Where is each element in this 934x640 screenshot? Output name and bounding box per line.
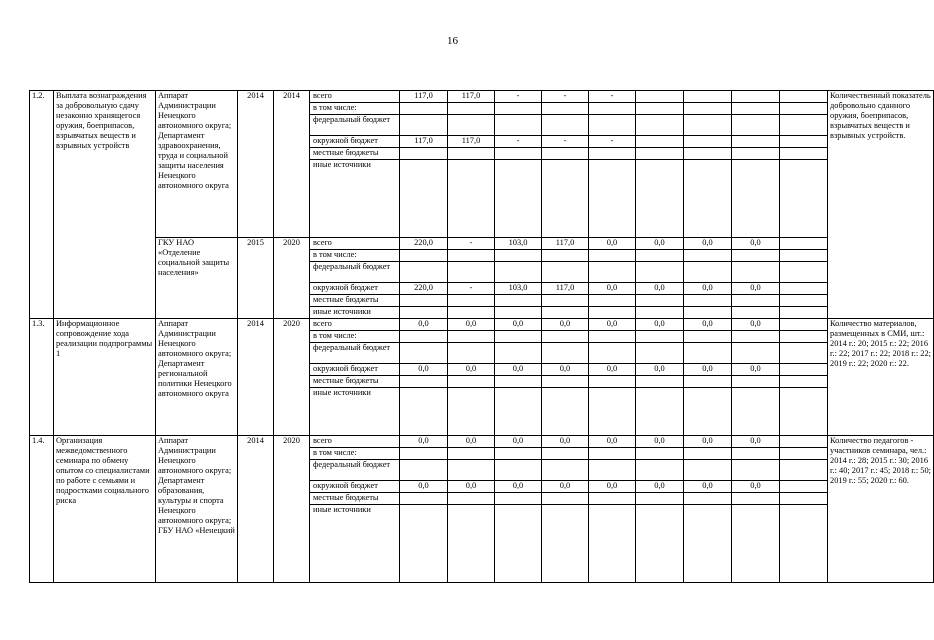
funding-value: [636, 262, 684, 283]
funding-value: 0,0: [636, 238, 684, 250]
table-row: [30, 91, 934, 103]
funding-value: 0,0: [732, 238, 780, 250]
funding-value: [732, 448, 780, 460]
funding-value: [495, 103, 542, 115]
funding-source: местные бюджеты: [310, 376, 400, 388]
funding-value: 0,0: [684, 238, 732, 250]
funding-value: [589, 250, 636, 262]
funding-value: [400, 493, 448, 505]
funding-source: в том числе:: [310, 331, 400, 343]
funding-value: [400, 295, 448, 307]
funding-value: [589, 295, 636, 307]
funding-value: [400, 343, 448, 364]
funding-value: [732, 115, 780, 136]
funding-value: [589, 307, 636, 319]
funding-value: [732, 148, 780, 160]
funding-value: [589, 343, 636, 364]
funding-value: [732, 331, 780, 343]
funding-source: федеральный бюджет: [310, 460, 400, 481]
funding-value: [684, 250, 732, 262]
funding-value: [732, 343, 780, 364]
funding-value: [542, 295, 589, 307]
funding-value: -: [448, 238, 495, 250]
end-year: 2020: [274, 436, 310, 583]
executor: Аппарат Администрации Ненецкого автономного округа; Департамент образования, культуры и спорта Ненецкого автономного округа; ГБУ НАО «Ненецкий: [156, 436, 238, 583]
funding-value: 0,0: [400, 436, 448, 448]
funding-value: 0,0: [448, 319, 495, 331]
funding-value: 0,0: [400, 481, 448, 493]
funding-value: [495, 160, 542, 238]
funding-source: всего: [310, 436, 400, 448]
funding-value: 0,0: [684, 481, 732, 493]
funding-value: 0,0: [732, 436, 780, 448]
funding-value: [780, 307, 828, 319]
funding-value: [780, 250, 828, 262]
funding-value: 0,0: [589, 283, 636, 295]
funding-value: [732, 91, 780, 103]
funding-value: [448, 295, 495, 307]
start-year: 2015: [238, 238, 274, 319]
funding-value: [684, 262, 732, 283]
funding-value: [732, 262, 780, 283]
funding-value: [542, 262, 589, 283]
funding-value: [542, 103, 589, 115]
funding-value: 0,0: [684, 283, 732, 295]
funding-value: [448, 460, 495, 481]
funding-source: в том числе:: [310, 250, 400, 262]
funding-value: [589, 448, 636, 460]
funding-value: [448, 307, 495, 319]
funding-value: [448, 160, 495, 238]
funding-value: [780, 493, 828, 505]
funding-value: [636, 295, 684, 307]
target-indicator: Количественный показатель добровольно сданного оружия, боеприпасов, взрывчатых веществ и взрывных устройств.: [828, 91, 934, 319]
funding-source: окружной бюджет: [310, 481, 400, 493]
funding-value: 0,0: [589, 481, 636, 493]
funding-value: [636, 91, 684, 103]
funding-value: [780, 376, 828, 388]
funding-value: [495, 460, 542, 481]
funding-value: -: [542, 136, 589, 148]
funding-value: [542, 148, 589, 160]
funding-value: [780, 148, 828, 160]
funding-value: 0,0: [400, 319, 448, 331]
funding-source: иные источники: [310, 160, 400, 238]
target-indicator: Количество материалов, размещенных в СМИ, шт.: 2014 г.: 20; 2015 г.: 22; 2016 г.: 22; 2017 г.: 22; 2018 г.: 22; 2019 г.: 22; 2020 г.: 22.: [828, 319, 934, 436]
funding-value: [780, 343, 828, 364]
measure-name: Организация межведомственного семинара по обмену опытом со специалистами по работе с семьями и подростками социального риска: [54, 436, 156, 583]
funding-value: [495, 376, 542, 388]
funding-value: 220,0: [400, 238, 448, 250]
funding-value: [684, 448, 732, 460]
funding-source: в том числе:: [310, 448, 400, 460]
funding-value: [780, 505, 828, 583]
funding-value: [448, 505, 495, 583]
funding-value: 0,0: [732, 283, 780, 295]
funding-value: [732, 160, 780, 238]
funding-value: 117,0: [448, 136, 495, 148]
funding-value: [732, 103, 780, 115]
funding-value: [542, 250, 589, 262]
funding-value: 0,0: [495, 436, 542, 448]
funding-source: иные источники: [310, 307, 400, 319]
funding-value: 0,0: [542, 319, 589, 331]
funding-value: [448, 148, 495, 160]
funding-value: [732, 307, 780, 319]
executor: Аппарат Администрации Ненецкого автономного округа; Департамент региональной политики Ненецкого автономного округа: [156, 319, 238, 436]
funding-source: местные бюджеты: [310, 295, 400, 307]
end-year: 2020: [274, 238, 310, 319]
funding-value: [495, 148, 542, 160]
funding-source: иные источники: [310, 388, 400, 436]
funding-value: [589, 331, 636, 343]
funding-value: 0,0: [495, 319, 542, 331]
funding-value: [780, 448, 828, 460]
funding-value: [400, 262, 448, 283]
funding-value: 0,0: [448, 436, 495, 448]
funding-value: 0,0: [684, 364, 732, 376]
funding-value: [732, 460, 780, 481]
funding-value: [448, 262, 495, 283]
funding-value: [780, 388, 828, 436]
funding-value: 117,0: [400, 91, 448, 103]
funding-value: [495, 295, 542, 307]
funding-source: федеральный бюджет: [310, 115, 400, 136]
funding-value: [542, 331, 589, 343]
funding-value: [448, 331, 495, 343]
funding-value: [495, 505, 542, 583]
funding-value: 117,0: [542, 238, 589, 250]
funding-value: [780, 481, 828, 493]
funding-value: [589, 376, 636, 388]
funding-value: [589, 262, 636, 283]
funding-value: [636, 250, 684, 262]
funding-value: [542, 376, 589, 388]
funding-source: федеральный бюджет: [310, 262, 400, 283]
funding-value: [684, 343, 732, 364]
funding-value: [780, 262, 828, 283]
funding-value: 0,0: [636, 436, 684, 448]
funding-value: [636, 376, 684, 388]
funding-value: 0,0: [732, 319, 780, 331]
funding-value: [589, 148, 636, 160]
funding-source: всего: [310, 91, 400, 103]
funding-value: [589, 160, 636, 238]
funding-value: [684, 307, 732, 319]
funding-value: 0,0: [589, 364, 636, 376]
funding-value: [400, 448, 448, 460]
funding-value: 0,0: [636, 481, 684, 493]
funding-value: [400, 115, 448, 136]
funding-value: [448, 115, 495, 136]
funding-value: [636, 307, 684, 319]
end-year: 2014: [274, 91, 310, 238]
funding-value: 103,0: [495, 283, 542, 295]
funding-value: [732, 505, 780, 583]
funding-value: 0,0: [589, 436, 636, 448]
funding-value: [684, 295, 732, 307]
funding-value: 0,0: [495, 481, 542, 493]
start-year: 2014: [238, 91, 274, 238]
funding-value: [448, 250, 495, 262]
funding-value: [448, 376, 495, 388]
funding-source: иные источники: [310, 505, 400, 583]
funding-value: -: [589, 91, 636, 103]
funding-value: [780, 136, 828, 148]
funding-value: [636, 115, 684, 136]
funding-value: [495, 493, 542, 505]
funding-value: [400, 307, 448, 319]
funding-value: -: [495, 91, 542, 103]
funding-value: [448, 493, 495, 505]
funding-value: 0,0: [542, 481, 589, 493]
funding-value: [542, 493, 589, 505]
funding-value: [448, 103, 495, 115]
funding-value: [542, 448, 589, 460]
funding-value: [589, 460, 636, 481]
funding-value: [448, 388, 495, 436]
funding-value: [400, 505, 448, 583]
funding-value: 0,0: [448, 364, 495, 376]
funding-value: [732, 136, 780, 148]
measure-number: 1.4.: [30, 436, 54, 583]
funding-value: -: [495, 136, 542, 148]
table-body: [30, 91, 934, 583]
funding-value: [636, 505, 684, 583]
funding-value: [400, 388, 448, 436]
funding-value: [542, 115, 589, 136]
funding-value: [542, 505, 589, 583]
funding-value: [495, 343, 542, 364]
start-year: 2014: [238, 436, 274, 583]
funding-value: [684, 103, 732, 115]
funding-value: [636, 160, 684, 238]
measure-name: Выплата вознаграждения за добровольную сдачу незаконно хранящегося оружия, боеприпасов, взрывчатых веществ и взрывных устройств: [54, 91, 156, 319]
funding-value: 117,0: [448, 91, 495, 103]
funding-source: окружной бюджет: [310, 283, 400, 295]
funding-value: [636, 493, 684, 505]
funding-value: [732, 295, 780, 307]
funding-value: [780, 331, 828, 343]
funding-value: [780, 436, 828, 448]
funding-value: [400, 103, 448, 115]
funding-value: [589, 115, 636, 136]
funding-value: 0,0: [732, 364, 780, 376]
funding-value: [400, 460, 448, 481]
funding-value: [732, 250, 780, 262]
funding-value: 0,0: [589, 319, 636, 331]
funding-value: [400, 331, 448, 343]
funding-value: [542, 388, 589, 436]
funding-value: [448, 448, 495, 460]
funding-value: -: [542, 91, 589, 103]
funding-value: [684, 331, 732, 343]
funding-value: 0,0: [636, 364, 684, 376]
funding-source: всего: [310, 238, 400, 250]
funding-source: окружной бюджет: [310, 136, 400, 148]
funding-value: [636, 103, 684, 115]
funding-value: 0,0: [636, 283, 684, 295]
funding-value: [780, 319, 828, 331]
funding-value: 220,0: [400, 283, 448, 295]
executor: Аппарат Администрации Ненецкого автономного округа; Департамент здравоохранения, труда и социальной защиты населения Ненецкого автономного округа: [156, 91, 238, 238]
measure-name: Информационное сопровождение хода реализации подпрограммы 1: [54, 319, 156, 436]
funding-value: 0,0: [684, 319, 732, 331]
funding-value: [495, 115, 542, 136]
funding-value: [636, 148, 684, 160]
target-indicator: Количество педагогов - участников семинара, чел.: 2014 г.: 28; 2015 г.: 30; 2016 г.: 40; 2017 г.: 45; 2018 г.: 50; 2019 г.: 55; 2020 г.: 60.: [828, 436, 934, 583]
funding-value: [589, 493, 636, 505]
funding-value: 0,0: [495, 364, 542, 376]
funding-source: в том числе:: [310, 103, 400, 115]
funding-value: [495, 250, 542, 262]
start-year: 2014: [238, 319, 274, 436]
page-number: 16: [447, 35, 458, 47]
funding-value: [542, 307, 589, 319]
funding-value: [636, 460, 684, 481]
funding-value: [589, 388, 636, 436]
funding-value: 0,0: [684, 436, 732, 448]
funding-value: [400, 250, 448, 262]
funding-value: [780, 103, 828, 115]
funding-value: [684, 136, 732, 148]
funding-value: [495, 262, 542, 283]
funding-source: окружной бюджет: [310, 364, 400, 376]
table-row: [30, 319, 934, 331]
funding-value: [780, 295, 828, 307]
funding-value: [495, 388, 542, 436]
funding-value: [684, 388, 732, 436]
funding-value: [400, 160, 448, 238]
funding-value: [589, 505, 636, 583]
measure-number: 1.2.: [30, 91, 54, 319]
executor: ГКУ НАО «Отделение социальной защиты населения»: [156, 238, 238, 319]
funding-value: [780, 115, 828, 136]
program-measures-table: [29, 90, 934, 583]
funding-value: [684, 376, 732, 388]
funding-value: 117,0: [542, 283, 589, 295]
funding-value: [495, 331, 542, 343]
funding-value: [684, 115, 732, 136]
funding-value: 0,0: [732, 481, 780, 493]
funding-value: [636, 343, 684, 364]
funding-value: -: [589, 136, 636, 148]
funding-value: [684, 160, 732, 238]
funding-value: [542, 160, 589, 238]
end-year: 2020: [274, 319, 310, 436]
funding-value: [780, 460, 828, 481]
funding-value: [684, 91, 732, 103]
funding-value: [780, 364, 828, 376]
funding-value: [732, 388, 780, 436]
table-row: [30, 238, 934, 250]
funding-value: [495, 307, 542, 319]
funding-value: [684, 493, 732, 505]
funding-value: [780, 91, 828, 103]
funding-value: [542, 460, 589, 481]
funding-source: всего: [310, 319, 400, 331]
funding-value: 117,0: [400, 136, 448, 148]
funding-value: 0,0: [542, 364, 589, 376]
funding-value: [542, 343, 589, 364]
funding-value: [636, 448, 684, 460]
funding-source: местные бюджеты: [310, 493, 400, 505]
funding-value: [400, 376, 448, 388]
funding-value: [636, 331, 684, 343]
funding-value: [684, 505, 732, 583]
funding-value: [780, 238, 828, 250]
table-row: [30, 436, 934, 448]
funding-value: [780, 160, 828, 238]
funding-value: 0,0: [448, 481, 495, 493]
funding-value: [495, 448, 542, 460]
funding-value: -: [448, 283, 495, 295]
funding-value: [636, 388, 684, 436]
funding-value: 0,0: [400, 364, 448, 376]
funding-value: 0,0: [636, 319, 684, 331]
funding-source: федеральный бюджет: [310, 343, 400, 364]
funding-value: [732, 376, 780, 388]
funding-value: [684, 148, 732, 160]
funding-value: 0,0: [542, 436, 589, 448]
funding-value: [780, 283, 828, 295]
funding-value: 103,0: [495, 238, 542, 250]
funding-value: [589, 103, 636, 115]
measure-number: 1.3.: [30, 319, 54, 436]
funding-value: [732, 493, 780, 505]
funding-value: [636, 136, 684, 148]
funding-value: [684, 460, 732, 481]
funding-value: 0,0: [589, 238, 636, 250]
funding-value: [400, 148, 448, 160]
funding-value: [448, 343, 495, 364]
funding-source: местные бюджеты: [310, 148, 400, 160]
